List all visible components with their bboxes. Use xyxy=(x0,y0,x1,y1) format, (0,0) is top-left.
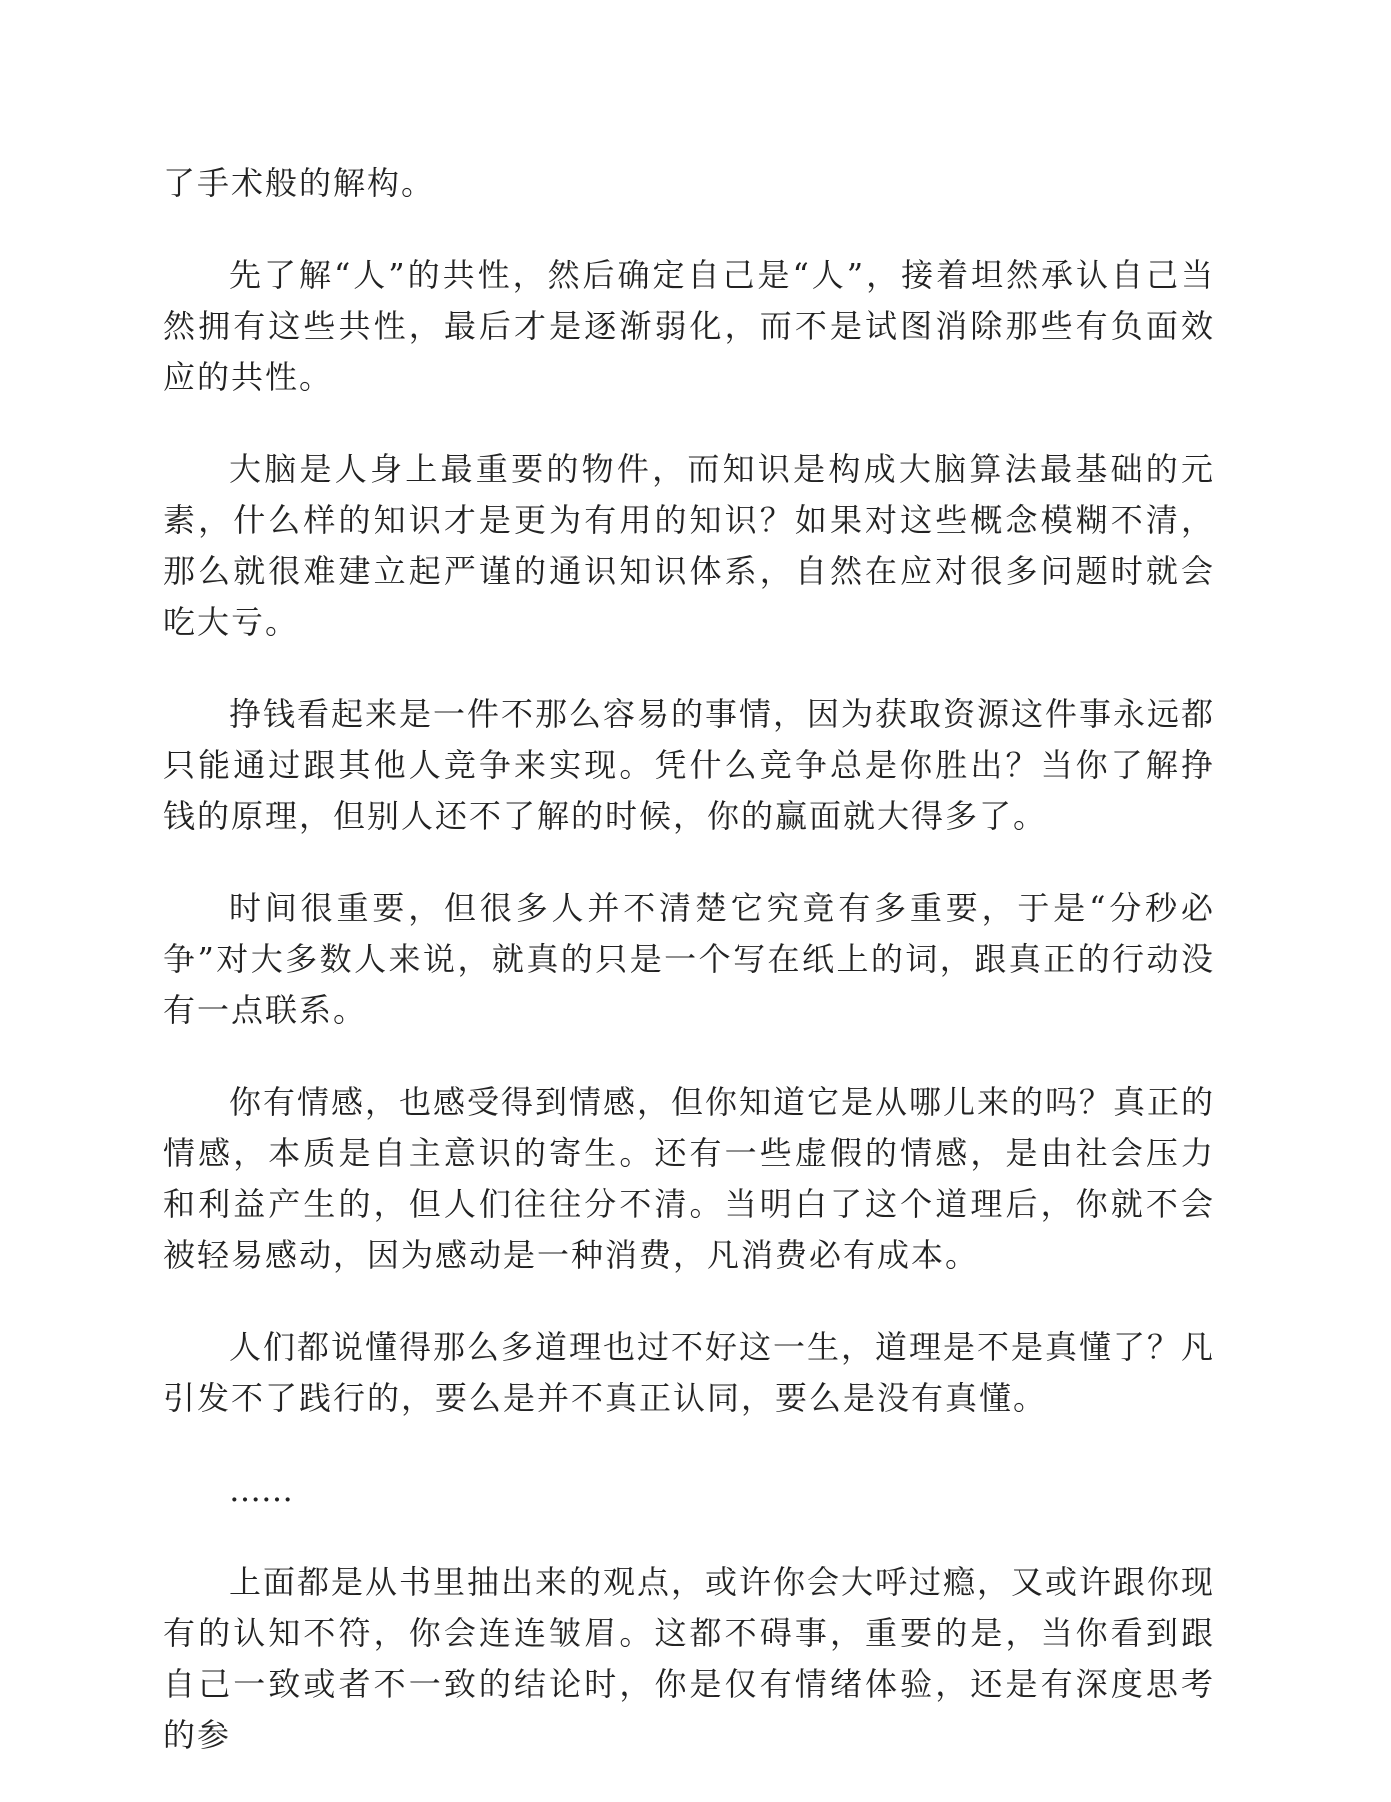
paragraph-7: 人们都说懂得那么多道理也过不好这一生，道理是不是真懂了？凡引发不了践行的，要么是并不真正认同，要么是没有真懂。 xyxy=(163,1328,1216,1417)
paragraph-4: 挣钱看起来是一件不那么容易的事情，因为获取资源这件事永远都只能通过跟其他人竞争来实现。凭什么竞争总是你胜出？当你了解挣钱的原理，但别人还不了解的时候，你的赢面就大得多了。 xyxy=(163,695,1216,835)
paragraph-5: 时间很重要，但很多人并不清楚它究竟有多重要，于是“分秒必争”对大多数人来说，就真的只是一个写在纸上的词，跟真正的行动没有一点联系。 xyxy=(163,889,1215,1029)
paragraph-9: 上面都是从书里抽出来的观点，或许你会大呼过瘾，又或许跟你现有的认知不符，你会连连皱眉。这都不碍事，重要的是，当你看到跟自己一致或者不一致的结论时，你是仅有情绪体验，还是有深度思考的参 xyxy=(163,1563,1216,1754)
paragraph-6: 你有情感，也感受得到情感，但你知道它是从哪儿来的吗？真正的情感，本质是自主意识的寄生。还有一些虚假的情感，是由社会压力和利益产生的，但人们往往分不清。当明白了这个道理后，你就不会被轻易感动，因为感动是一种消费，凡消费必有成本。 xyxy=(163,1083,1216,1274)
ellipsis-paragraph: …… xyxy=(229,1471,293,1509)
paragraph-3: 大脑是人身上最重要的物件，而知识是构成大脑算法最基础的元素，什么样的知识才是更为有用的知识？如果对这些概念模糊不清，那么就很难建立起严谨的通识知识体系，自然在应对很多问题时就会吃大亏。 xyxy=(163,450,1215,641)
paragraph-2: 先了解“人”的共性，然后确定自己是“人”，接着坦然承认自己当然拥有这些共性，最后才是逐渐弱化，而不是试图消除那些有负面效应的共性。 xyxy=(163,256,1215,396)
paragraph-1: 了手术般的解构。 xyxy=(163,164,436,202)
body-text xyxy=(163,158,1215,1802)
